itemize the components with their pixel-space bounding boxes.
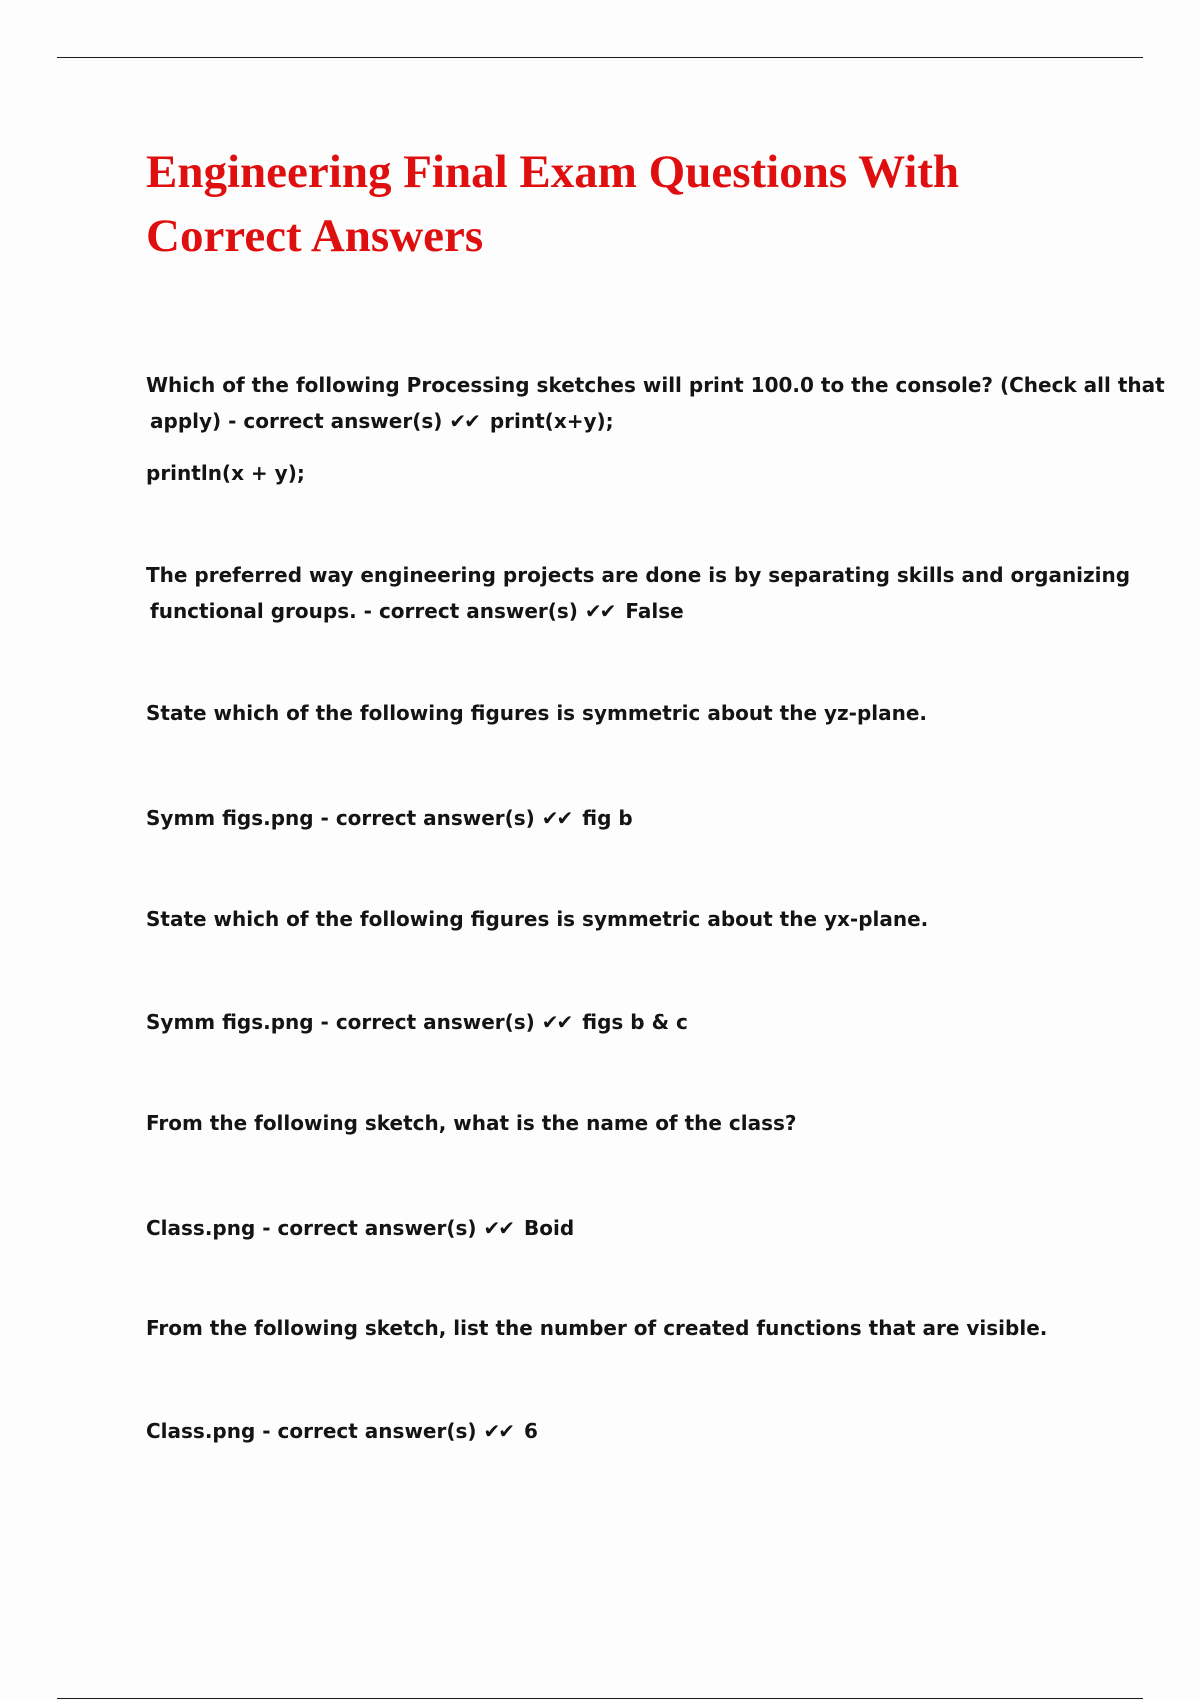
- question-3-answer: [146, 800, 633, 836]
- question-2-answer-line: [146, 593, 1130, 629]
- answer-line: [146, 1413, 538, 1449]
- question-4: [146, 901, 928, 937]
- question-2: [146, 557, 1130, 629]
- question-3-text: State which of the following figures is symmetric about the yz-plane.: [146, 701, 928, 725]
- question-5-answer: [146, 1210, 574, 1246]
- answer-text: False: [625, 599, 684, 623]
- double-check-icon: ✔✔: [483, 1419, 514, 1443]
- answer-line: [146, 1004, 688, 1040]
- question-5: [146, 1105, 797, 1141]
- answer-prefix: Symm figs.png - correct answer(s): [146, 1010, 535, 1034]
- answer-prefix: Class.png - correct answer(s): [146, 1419, 477, 1443]
- answer-line: [146, 800, 633, 836]
- header-rule: [57, 57, 1143, 58]
- answer-text: fig b: [582, 806, 633, 830]
- question-4-text: State which of the following figures is symmetric about the yx-plane.: [146, 907, 929, 931]
- title-line-1: Engineering Final Exam Questions With: [146, 146, 960, 198]
- answer-prefix: Class.png - correct answer(s): [146, 1216, 477, 1240]
- question-2-text: The preferred way engineering projects are done is by separating skills and organizing: [146, 563, 1131, 587]
- question-1-answer-continued: [146, 455, 305, 491]
- double-check-icon: ✔✔: [584, 599, 615, 623]
- title-line-2: Correct Answers: [146, 210, 484, 262]
- answer-text: 6: [523, 1419, 538, 1443]
- answer-text: figs b & c: [582, 1010, 688, 1034]
- question-5-text: From the following sketch, what is the name of the class?: [146, 1111, 797, 1135]
- answer-text: Boid: [523, 1216, 575, 1240]
- question-1-answer-line: [146, 403, 1165, 439]
- question-6-text: From the following sketch, list the number of created functions that are visible.: [146, 1316, 1048, 1340]
- double-check-icon: ✔✔: [483, 1216, 514, 1240]
- question-3: [146, 695, 927, 731]
- answer-line: [146, 1210, 574, 1246]
- footer-rule: [57, 1698, 1143, 1699]
- document-title: [146, 140, 1046, 268]
- answer-prefix: apply) - correct answer(s): [150, 409, 443, 433]
- question-4-answer: [146, 1004, 688, 1040]
- question-6-answer: [146, 1413, 538, 1449]
- answer-prefix: Symm figs.png - correct answer(s): [146, 806, 535, 830]
- double-check-icon: ✔✔: [449, 409, 479, 433]
- double-check-icon: ✔✔: [541, 806, 572, 830]
- question-1-text: Which of the following Processing sketches will print 100.0 to the console? (Check all that: [146, 373, 1165, 397]
- answer-prefix: functional groups. - correct answer(s): [150, 599, 578, 623]
- answer-text: println(x + y);: [146, 461, 305, 485]
- answer-text: print(x+y);: [489, 409, 614, 433]
- question-6: [146, 1310, 1047, 1346]
- double-check-icon: ✔✔: [541, 1010, 572, 1034]
- question-1: [146, 367, 1165, 439]
